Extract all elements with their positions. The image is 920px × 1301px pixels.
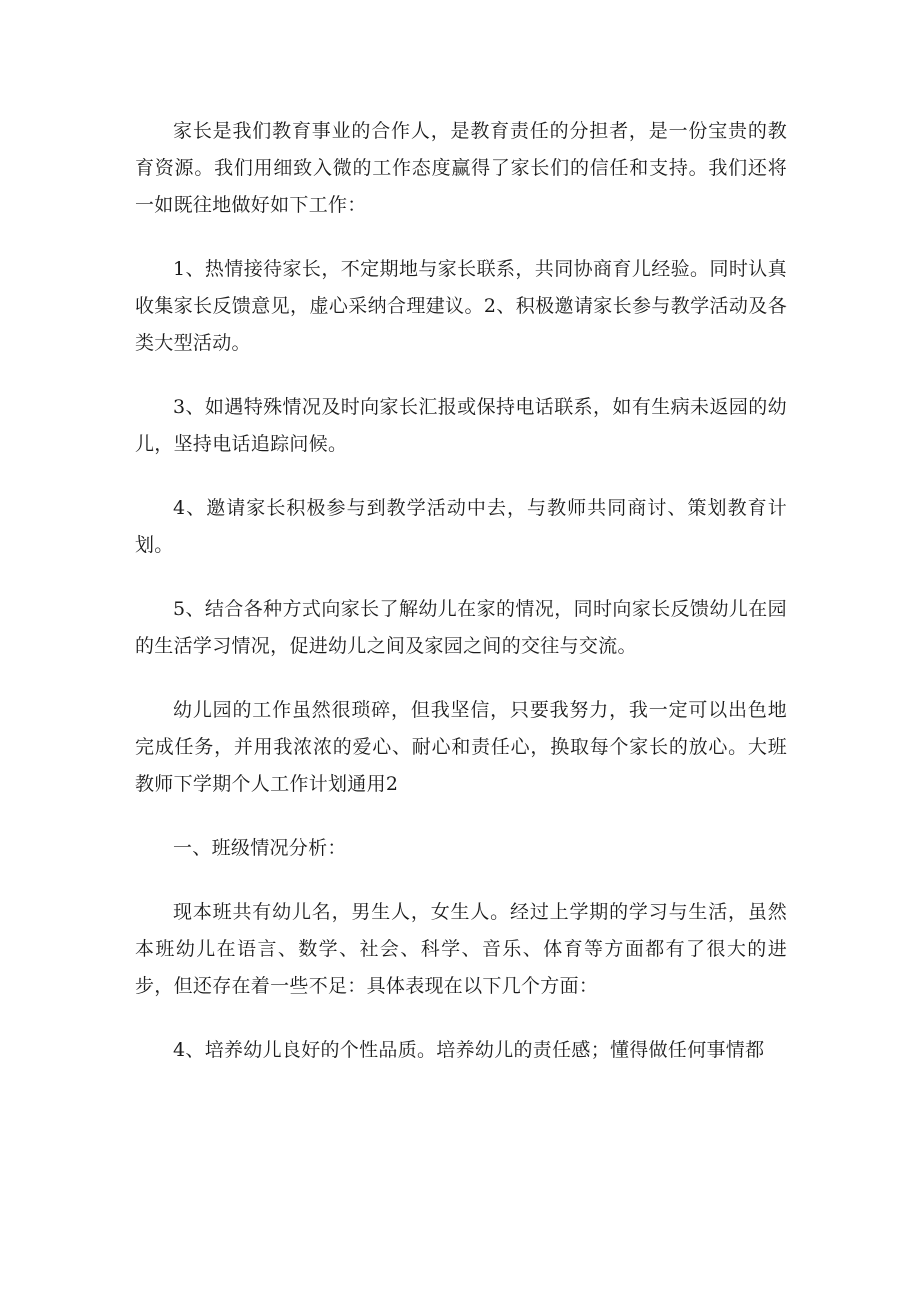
paragraph-item-5: 5、结合各种方式向家长了解幼儿在家的情况，同时向家长反馈幼儿在园的生活学习情况，促进幼儿之间及家园之间的交往与交流。 [135,598,787,657]
paragraph-item-4-personality: 4、培养幼儿良好的个性品质。培养幼儿的责任感；懂得做任何事情都 [173,1039,765,1061]
paragraph-item-4: 4、邀请家长积极参与到教学活动中去，与教师共同商讨、策划教育计划。 [135,497,787,556]
section-heading-class-analysis: 一、班级情况分析： [173,837,347,859]
paragraph-intro: 家长是我们教育事业的合作人，是教育责任的分担者，是一份宝贵的教育资源。我们用细致入微的工作态度赢得了家长们的信任和支持。我们还将一如既往地做好如下工作： [135,120,787,216]
paragraph-item-1-2: 1、热情接待家长，不定期地与家长联系，共同协商育儿经验。同时认真收集家长反馈意见，虚心采纳合理建议。2、积极邀请家长参与教学活动及各类大型活动。 [135,258,787,354]
paragraph-conclusion: 幼儿园的工作虽然很琐碎，但我坚信，只要我努力，我一定可以出色地完成任务，并用我浓浓的爱心、耐心和责任心，换取每个家长的放心。大班教师下学期个人工作计划通用2 [135,699,787,795]
document-body [135,113,787,1096]
paragraph-class-status: 现本班共有幼儿名，男生人，女生人。经过上学期的学习与生活，虽然本班幼儿在语言、数学、社会、科学、音乐、体育等方面都有了很大的进步，但还存在着一些不足：具体表现在以下几个方面： [135,901,787,997]
paragraph-item-3: 3、如遇特殊情况及时向家长汇报或保持电话联系，如有生病未返园的幼儿，坚持电话追踪问候。 [135,396,787,455]
